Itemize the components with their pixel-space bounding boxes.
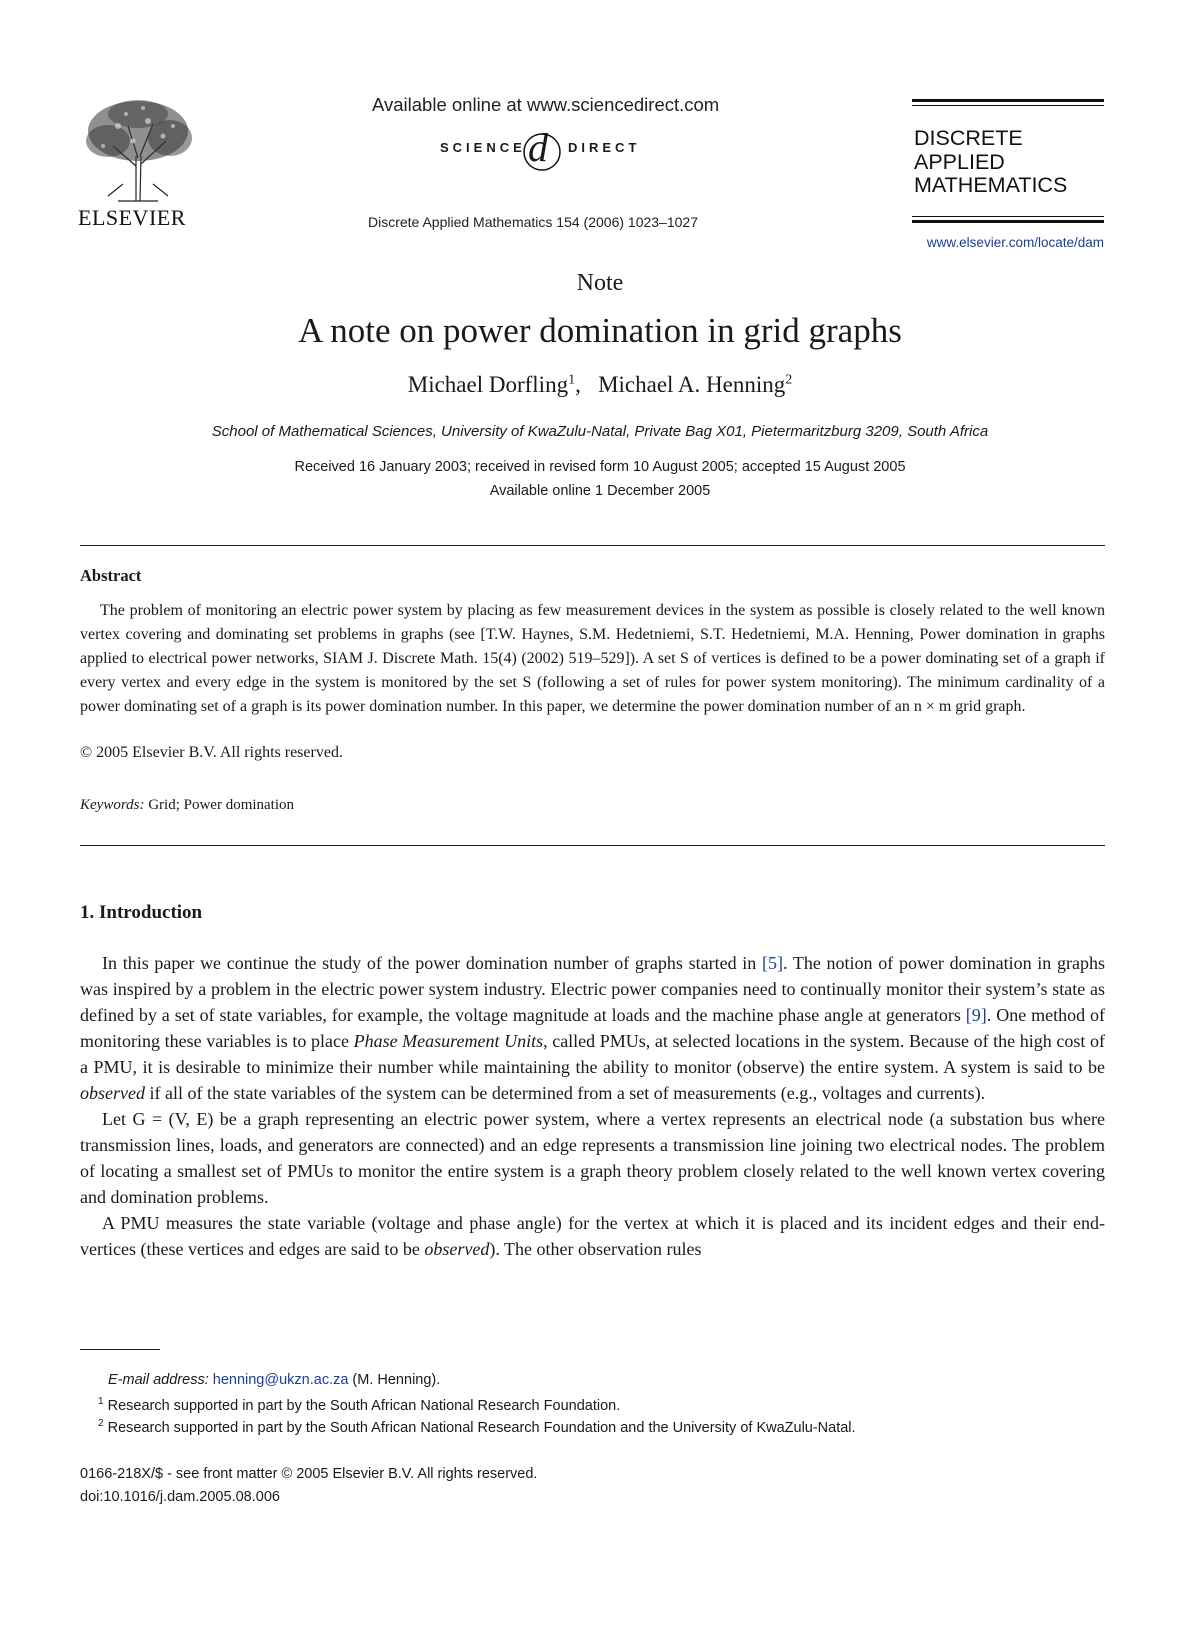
journal-rule xyxy=(912,220,1104,223)
abstract-heading: Abstract xyxy=(80,566,142,585)
footnote-text: Research supported in part by the South African National Research Foundation. xyxy=(103,1397,621,1414)
doi-link[interactable]: doi:10.1016/j.dam.2005.08.006 xyxy=(80,1489,280,1505)
footnote-1 xyxy=(98,1396,620,1414)
author-separator: , xyxy=(575,372,581,397)
abstract-copyright: © 2005 Elsevier B.V. All rights reserved. xyxy=(80,744,343,761)
text-run: if all of the state variables of the system can be determined from a set of measurements (e.g., voltages and currents). xyxy=(144,1083,986,1103)
citation-link[interactable]: [5] xyxy=(762,953,783,973)
footnote-mark[interactable]: 1 xyxy=(568,372,576,388)
journal-url-link[interactable]: www.elsevier.com/locate/dam xyxy=(926,235,1104,250)
journal-rule xyxy=(912,105,1104,106)
footnote-2 xyxy=(98,1418,856,1436)
section-heading: 1. Introduction xyxy=(80,902,203,923)
email-owner: (M. Henning). xyxy=(348,1372,441,1388)
sciencedirect-logo xyxy=(440,125,680,172)
keywords-list: Grid; Power domination xyxy=(144,797,295,813)
brand-mark-ring xyxy=(520,130,564,174)
author-name: Michael A. Henning xyxy=(598,372,786,397)
citation-link[interactable]: [9] xyxy=(965,1005,987,1025)
paragraph xyxy=(80,1210,1105,1262)
journal-name xyxy=(914,127,1067,198)
paragraph xyxy=(80,950,1105,1106)
footnote-mark: 2 xyxy=(98,1418,104,1429)
abstract-text: The problem of monitoring an electric power system by placing as few measurement devices in the system as possible is closely related to the well known vertex covering and dominating set problems in graphs (see [T.W. Haynes, S.M. Hedetniemi, S.T. Hedetniemi, M.A. Henning, Power domination in graphs applied to electrical power networks, SIAM J. Discrete Math. 15(4) (2002) 519–529]). A set S of vertices is defined to be a power dominating set of a graph if every vertex and every edge in the system is monitored by the set S (following a set of rules for power system monitoring). The minimum cardinality of a power dominating set of a graph is its power domination number. In this paper, we determine the power domination number of an n × m grid graph. xyxy=(80,602,1105,715)
footnote-text: Research supported in part by the South African National Research Foundation and the University of KwaZulu-Natal. xyxy=(103,1419,856,1436)
available-online-text: Available online at www.sciencedirect.com xyxy=(372,94,720,115)
journal-name-line: APPLIED xyxy=(914,149,1005,174)
footnote-mark[interactable]: 2 xyxy=(785,372,793,388)
brand-mark: d xyxy=(528,125,548,170)
footnote-mark: 1 xyxy=(98,1396,104,1407)
emphasis: Phase Measurement Units xyxy=(353,1031,544,1051)
journal-name-line: DISCRETE xyxy=(914,126,1023,150)
author-list xyxy=(0,372,1200,398)
paragraph: Let G = (V, E) be a graph representing an electric power system, where a vertex represents an electrical node (a substation bus where transmission lines, loads, and generators are connected) and an edge represents a transmission line joining two electrical nodes. The problem of locating a smallest set of PMUs to monitor the entire system is a graph theory problem closely related to the well known vertex covering and domination problems. xyxy=(80,1109,1105,1207)
text-run: A PMU measures the state variable (voltage and phase angle) for the vertex at which it is placed and its incident edges and their end-vertices (these vertices and edges are said to be xyxy=(80,1213,1105,1259)
keywords-label: Keywords: xyxy=(80,797,145,813)
divider xyxy=(80,845,1105,846)
journal-rule xyxy=(912,216,1104,217)
article-type: Note xyxy=(576,270,624,296)
text-run: . The notion of power domination in graphs was inspired by a problem in the electric power system industry. Electric power companies need to continually monitor their system’s state as defined by a set of state variables, for example, the voltage magnitude at loads and the machine phase angle at generators xyxy=(80,953,1105,1025)
issn-line: 0166-218X/$ - see front matter © 2005 Elsevier B.V. All rights reserved. xyxy=(80,1466,538,1482)
text-run: . One method of monitoring these variables is to place xyxy=(80,1005,1105,1051)
keywords xyxy=(80,797,294,814)
journal-rule xyxy=(912,99,1104,102)
available-date: Available online 1 December 2005 xyxy=(489,483,711,499)
paper-title: A note on power domination in grid graphs xyxy=(298,311,902,350)
publisher-name: ELSEVIER xyxy=(78,205,186,230)
brand-right: DIRECT xyxy=(568,140,641,155)
section-body xyxy=(80,950,1105,1262)
author-name: Michael Dorfling xyxy=(407,372,569,397)
text-run: , called PMUs, at selected locations in the system. Because of the high cost of a PMU, it is desirable to minimize their number while maintaining the ability to monitor (observe) the entire system. A system is said to be xyxy=(80,1031,1105,1077)
text-run: ). The other observation rules xyxy=(489,1239,702,1259)
email-label: E-mail address: xyxy=(108,1372,209,1388)
footnote-email xyxy=(108,1372,440,1388)
footnote-rule xyxy=(80,1349,160,1350)
affiliation: School of Mathematical Sciences, University of KwaZulu-Natal, Private Bag X01, Pietermaritzburg 3209, South Africa xyxy=(211,423,989,440)
divider xyxy=(80,545,1105,546)
received-dates: Received 16 January 2003; received in revised form 10 August 2005; accepted 15 August 2005 xyxy=(294,459,906,475)
emphasis: observed xyxy=(80,1083,145,1103)
emphasis: observed xyxy=(424,1239,490,1259)
brand-left: SCIENCE xyxy=(440,140,526,155)
journal-name-line: MATHEMATICS xyxy=(914,173,1068,197)
email-link[interactable]: henning@ukzn.ac.za xyxy=(212,1372,349,1388)
journal-citation: Discrete Applied Mathematics 154 (2006) 1023–1027 xyxy=(368,214,698,230)
text-run: In this paper we continue the study of the power domination number of graphs started in xyxy=(102,953,762,973)
